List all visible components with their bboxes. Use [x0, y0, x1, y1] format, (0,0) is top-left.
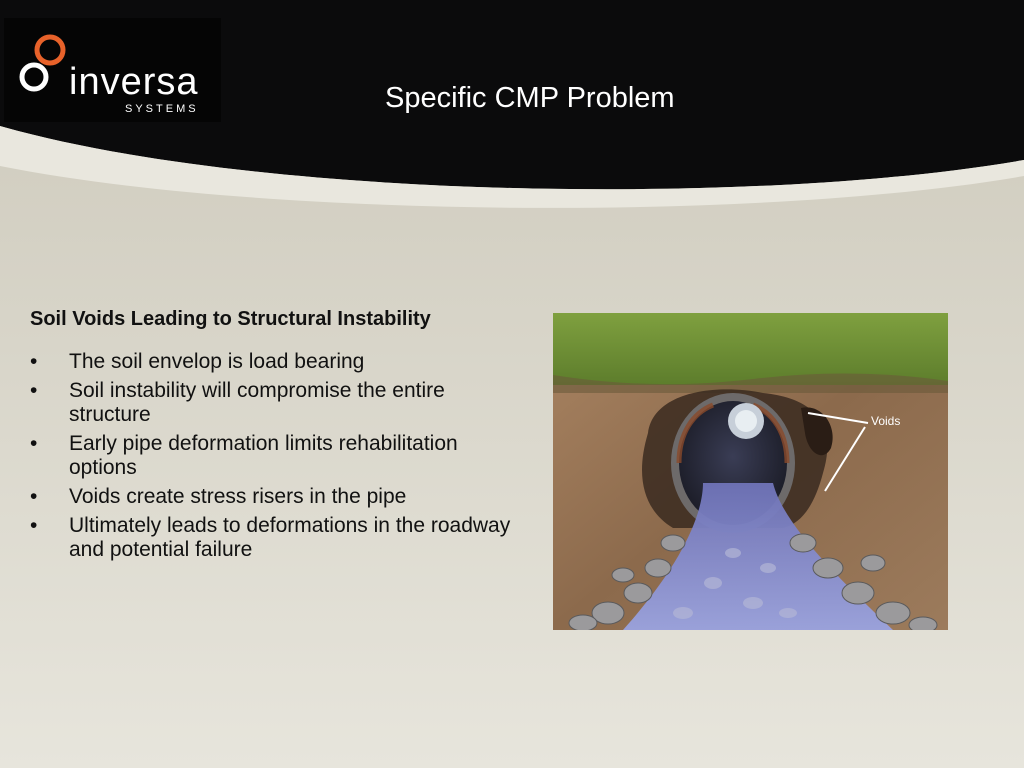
logo-ring-white-icon	[22, 65, 46, 89]
logo-ring-orange-icon	[37, 37, 63, 63]
bullet-item	[30, 514, 530, 562]
bullet-item	[30, 432, 530, 480]
bullet-icon: •	[30, 432, 38, 455]
voids-label: Voids	[871, 414, 901, 428]
logo-tagline: SYSTEMS	[125, 103, 199, 115]
slide-title: Specific CMP Problem	[385, 82, 675, 114]
bullet-text: Ultimately leads to deformations in the roadway and potential failure	[69, 514, 511, 561]
bullet-list	[30, 350, 530, 562]
bullet-item	[30, 485, 530, 509]
bullet-text: Early pipe deformation limits rehabilitation options	[69, 432, 458, 479]
slide-content	[30, 306, 530, 567]
culvert-pipe-illustration	[553, 313, 948, 630]
bullet-text: The soil envelop is load bearing	[69, 350, 365, 373]
bullet-text: Soil instability will compromise the entire structure	[69, 379, 445, 426]
company-logo	[4, 18, 221, 122]
content-heading: Soil Voids Leading to Structural Instability	[30, 308, 431, 330]
logo-brand: inversa	[69, 61, 199, 103]
bullet-icon: •	[30, 514, 38, 537]
bullet-text: Voids create stress risers in the pipe	[69, 485, 407, 508]
bullet-icon: •	[30, 485, 38, 508]
bullet-icon: •	[30, 350, 38, 373]
bullet-icon: •	[30, 379, 38, 402]
bullet-item	[30, 350, 530, 374]
bullet-item	[30, 379, 530, 427]
